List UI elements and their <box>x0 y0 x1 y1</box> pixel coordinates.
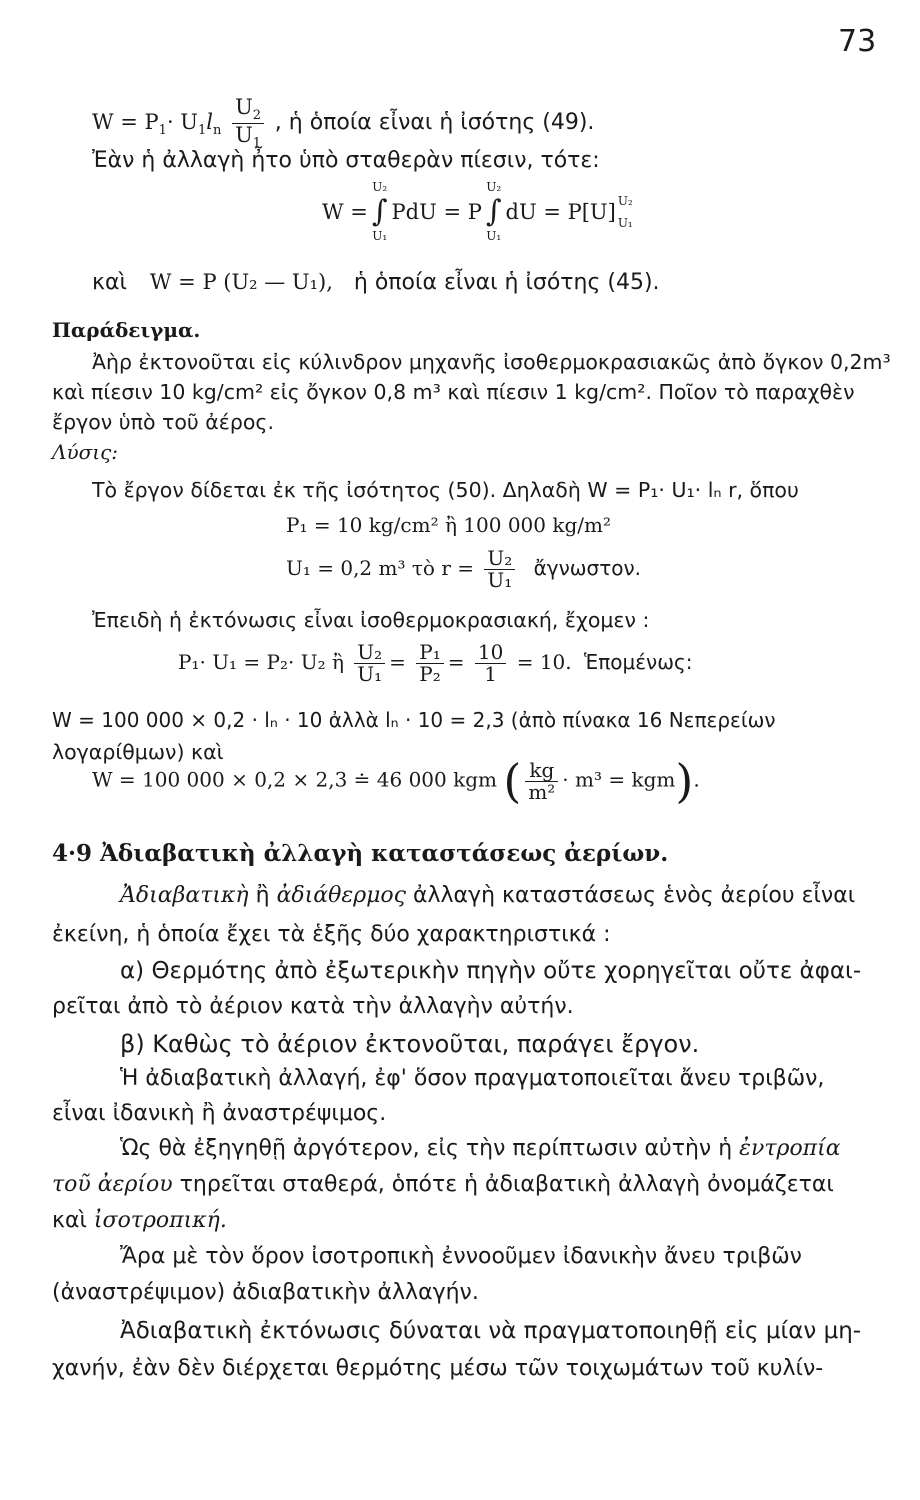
item-a-line: α) Θερμότης ἀπὸ ἐξωτερικὴν πηγὴν οὔτε χορηγεῖται οὔτε ἀφαι- <box>120 958 862 984</box>
para-isotropic-line: Ἄρα μὲ τὸν ὅρον ἰσοτροπικὴ ἐννοοῦμεν ἰδανικὴν ἄνευ τριβῶν <box>120 1244 802 1269</box>
ln-symbol: l <box>206 109 214 134</box>
intro-rest: ἀλλαγὴ καταστάσεως ἑνὸς ἀερίου εἶναι <box>413 883 856 908</box>
integral-body-2: dU = P[U] <box>505 199 616 224</box>
isothermal-line: Ἐπειδὴ ἡ ἐκτόνωσις εἶναι ἰσοθερμοκρασιακή, ἔχομεν : <box>92 608 650 632</box>
para-entropy-line-2 <box>52 1172 834 1197</box>
ratio-n-num: 10 <box>475 642 506 664</box>
ratio-text: Ἑπομένως: <box>584 650 693 674</box>
r-fraction <box>484 548 515 591</box>
term-join: ἢ <box>255 883 270 908</box>
section-intro-line-2: ἐκείνη, ἡ ὁποία ἔχει τὰ ἑξῆς δύο χαρακτηριστικά : <box>52 922 611 947</box>
unit-denominator: m² <box>528 779 556 804</box>
solution-label: Λύσις: <box>52 440 119 464</box>
integral-w: W = <box>322 199 368 224</box>
ratio-fraction-num <box>475 642 506 685</box>
equation-intro-text: , ἡ ὁποία εἶναι ἡ ἰσότης (49). <box>274 109 595 135</box>
term-isotropic: ἰσοτροπική. <box>93 1208 227 1233</box>
kai-formula: W = P (U₂ — U₁), <box>149 270 333 294</box>
final-lhs: W = 100 000 × 0,2 × 2,3 ≐ 46 000 kgm <box>92 767 497 792</box>
para-entropy-line <box>120 1136 841 1161</box>
integral-sign: ∫ <box>485 194 502 229</box>
equation-kai <box>92 270 660 295</box>
para-machine-line: Ἀδιαβατικὴ ἐκτόνωσις δύναται νὰ πραγματοποιηθῇ εἰς μίαν μη- <box>120 1318 862 1344</box>
ratio-line: P₁· U₁ = P₂· U₂ ἢ $\frac{\text{U₂}}{\text{U₁}}$ = $\frac{\text{P₁}}{\text{P₂}}$ = $\frac{10}{1}$ = 10. Ἑπομένως: <box>178 640 693 686</box>
ratio-fraction-u <box>354 642 385 685</box>
r-numerator: U₂ <box>484 548 515 570</box>
section-heading: 4·9 Ἀδιαβατικὴ ἀλλαγὴ καταστάσεως ἀερίων. <box>52 840 669 867</box>
entropy-kai: καὶ <box>52 1208 87 1233</box>
r-denominator: U₁ <box>487 568 513 592</box>
ratio-numerator-sub: 2 <box>252 108 262 124</box>
integral-lower-limit: U₁ <box>372 229 388 243</box>
integral-body-1: PdU = P <box>391 199 482 224</box>
u1-line-text: ἄγνωστον. <box>533 556 642 580</box>
entropy-mid: τηρεῖται σταθερά, ὁπότε ἡ ἀδιαβατικὴ ἀλλαγὴ ὀνομάζεται <box>179 1172 834 1197</box>
para-machine-line: χανήν, ἐὰν δὲν διέρχεται θερμότης μέσω τῶν τοιχωμάτων τοῦ κυλίν- <box>52 1356 824 1381</box>
equation-integral <box>322 180 633 243</box>
item-a-line: ρεῖται ἀπὸ τὸ ἀέριον κατὰ τὴν ἀλλαγὴν αὐτήν. <box>52 994 574 1019</box>
u1-line <box>286 548 641 591</box>
ratio-u-den: U₁ <box>357 662 383 686</box>
integral-lower-limit: U₁ <box>486 229 502 243</box>
example-heading: Παράδειγμα. <box>52 318 201 342</box>
entropy-pre: Ὡς θὰ ἐξηγηθῇ ἀργότερον, εἰς τὴν περίπτωσιν αὐτὴν ἡ <box>120 1136 733 1161</box>
ratio-denominator: U <box>235 122 253 147</box>
kai-word: καὶ <box>92 270 127 295</box>
example-text-line: ἔργον ὑπὸ τοῦ ἀέρος. <box>52 410 274 434</box>
ratio-p-num: P₁ <box>416 642 443 664</box>
bracket-lower-limit: U₁ <box>617 215 633 230</box>
integral-upper-limit: U₂ <box>486 180 502 194</box>
equation-intro-mid: · U <box>166 109 199 134</box>
item-b-line: β) Καθὼς τὸ ἀέριον ἐκτονοῦται, παράγει ἔργον. <box>120 1030 700 1058</box>
final-equation: W = 100 000 × 0,2 × 2,3 ≐ 46 000 kgm ( $\frac{kg}{\text{m²}}$ · m³ = kgm). <box>92 754 700 808</box>
page-number: 73 <box>838 24 877 59</box>
ratio-u-num: U₂ <box>354 642 385 664</box>
ratio-n-den: 1 <box>484 662 497 686</box>
equation-intro: $W = P_1\cdot U_1l_n$ $\frac{U_2}{U_1}$ , ἡ ὁποία εἶναι ἡ ἰσότης (49). <box>92 95 595 152</box>
para-entropy-line-3 <box>52 1208 227 1233</box>
w-computation-line: W = 100 000 × 0,2 · lₙ · 10 ἀλλὰ lₙ · 10 = 2,3 (ἀπὸ πίνακα 16 Νεπερείων <box>52 708 776 732</box>
integral-sign: ∫ <box>371 194 388 229</box>
para-ideal-line: εἶναι ἰδανικὴ ἢ ἀναστρέψιμος. <box>52 1101 387 1126</box>
final-rhs: · m³ = kgm <box>562 767 676 792</box>
section-intro-line <box>120 883 855 908</box>
unit-numerator: kg <box>525 760 558 782</box>
integral-upper-limit: U₂ <box>372 180 388 194</box>
ratio-p-den: P₂ <box>419 662 441 686</box>
ratio-result: = 10. <box>516 650 572 674</box>
line-constant-pressure: Ἐὰν ἡ ἀλλαγὴ ἦτο ὑπὸ σταθερὰν πίεσιν, τότε: <box>92 148 600 173</box>
ln-subscript: n <box>213 123 222 139</box>
ratio-denominator-sub: 1 <box>252 136 262 152</box>
ratio-fraction <box>232 96 264 151</box>
term-adiathermal: ἀδιάθερμος <box>276 883 406 908</box>
example-text-line: Ἀὴρ ἐκτονοῦται εἰς κύλινδρον μηχανῆς ἰσοθερμοκρασιακῶς ἀπὸ ὄγκον 0,2m³ <box>92 350 891 374</box>
unit-fraction <box>525 757 558 804</box>
ratio-numerator: U <box>235 95 253 119</box>
solution-line: Τὸ ἔργον δίδεται ἐκ τῆς ἰσότητος (50). Δηλαδὴ W = P₁· U₁· lₙ r, ὅπου <box>92 478 799 502</box>
para-isotropic-line: (ἀναστρέψιμον) ἀδιαβατικὴν ἀλλαγήν. <box>52 1280 479 1305</box>
kai-text: ἡ ὁποία εἶναι ἡ ἰσότης (45). <box>353 270 660 295</box>
example-text-line: καὶ πίεσιν 10 kg/cm² εἰς ὄγκον 0,8 m³ καὶ πίεσιν 1 kg/cm². Ποῖον τὸ παραχθὲν <box>52 380 855 404</box>
term-of-gas: τοῦ ἀερίου <box>52 1172 173 1197</box>
ratio-lhs: P₁· U₁ = P₂· U₂ ἢ <box>178 650 344 674</box>
equation-intro-lhs: W = P <box>92 109 159 134</box>
final-end: . <box>693 767 700 792</box>
p1-line: P₁ = 10 kg/cm² ἢ 100 000 kg/m² <box>286 513 611 537</box>
term-adiabatic: Ἀδιαβατικὴ <box>120 883 249 908</box>
logarithm-line: λογαρίθμων) καὶ <box>52 740 224 764</box>
ratio-fraction-p <box>416 642 443 685</box>
bracket-upper-limit: U₂ <box>617 193 633 208</box>
para-ideal-line: Ἡ ἀδιαβατικὴ ἀλλαγή, ἐφ' ὅσον πραγματοποιεῖται ἄνευ τριβῶν, <box>120 1066 825 1091</box>
term-entropy: ἐντροπία <box>739 1136 841 1161</box>
u1-line-lhs: U₁ = 0,2 m³ τὸ r = <box>286 556 474 580</box>
